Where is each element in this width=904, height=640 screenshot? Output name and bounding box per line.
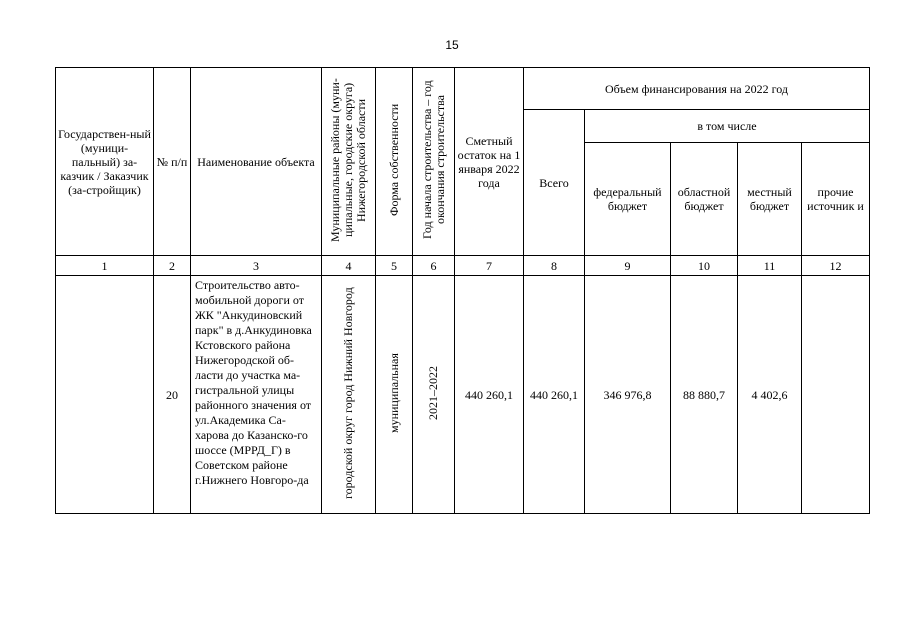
row-number: 20 (154, 276, 191, 514)
header-ownership-cell (376, 68, 413, 256)
column-number: 11 (738, 256, 802, 276)
column-number: 7 (455, 256, 524, 276)
header-local: местный бюджет (738, 143, 802, 256)
table-row (56, 276, 870, 514)
column-numbers-row (56, 256, 870, 276)
header-years: Год начала строительства – год окончания строительства (419, 80, 447, 240)
header-districts: Муниципальные районы (муни-ципальные, городские округа) Нижегородской области (328, 78, 368, 242)
header-number: № п/п (154, 68, 191, 256)
row-regional: 88 880,7 (671, 276, 738, 514)
column-number: 2 (154, 256, 191, 276)
row-customer (56, 276, 154, 514)
column-number: 6 (413, 256, 455, 276)
row-remaining: 440 260,1 (455, 276, 524, 514)
header-object-name: Наименование объекта (191, 68, 322, 256)
header-regional: областной бюджет (671, 143, 738, 256)
column-number: 5 (376, 256, 413, 276)
row-ownership: муниципальная (386, 353, 401, 433)
row-total: 440 260,1 (524, 276, 585, 514)
page-number: 15 (445, 38, 459, 52)
header-districts-cell (322, 68, 376, 256)
header-total: Всего (524, 110, 585, 256)
header-ownership: Форма собственности (386, 103, 401, 217)
header-funding: Объем финансирования на 2022 год (524, 68, 870, 110)
header-other: прочие источник и (802, 143, 870, 256)
column-number: 10 (671, 256, 738, 276)
row-years-cell (413, 276, 455, 514)
column-number: 12 (802, 256, 870, 276)
header-including: в том числе (585, 110, 870, 143)
row-local: 4 402,6 (738, 276, 802, 514)
header-federal: федеральный бюджет (585, 143, 671, 256)
financing-table (55, 67, 870, 514)
row-years: 2021–2022 (426, 366, 440, 420)
column-number: 1 (56, 256, 154, 276)
header-row-1 (56, 68, 870, 110)
header-customer: Государствен-ный (муници-пальный) за-казчик / Заказчик (за-стройщик) (56, 68, 154, 256)
row-other (802, 276, 870, 514)
header-years-cell (413, 68, 455, 256)
row-object-name: Строительство авто-мобильной дороги от ЖК "Анкудиновский парк" в д.Анкудиновка Кстовского района Нижегородской об-ласти до участка ма-гистральной улицы районного значения от ул.Академика Са-харова до Казанско-го шоссе (МРРД_Г) в Советском районе г.Нижнего Новгоро-да (191, 276, 322, 514)
row-district: городской округ город Нижний Новгород (341, 287, 355, 499)
column-number: 3 (191, 256, 322, 276)
column-number: 8 (524, 256, 585, 276)
row-federal: 346 976,8 (585, 276, 671, 514)
column-number: 9 (585, 256, 671, 276)
header-remaining: Сметный остаток на 1 января 2022 года (455, 68, 524, 256)
row-district-cell (322, 276, 376, 514)
column-number: 4 (322, 256, 376, 276)
row-ownership-cell (376, 276, 413, 514)
